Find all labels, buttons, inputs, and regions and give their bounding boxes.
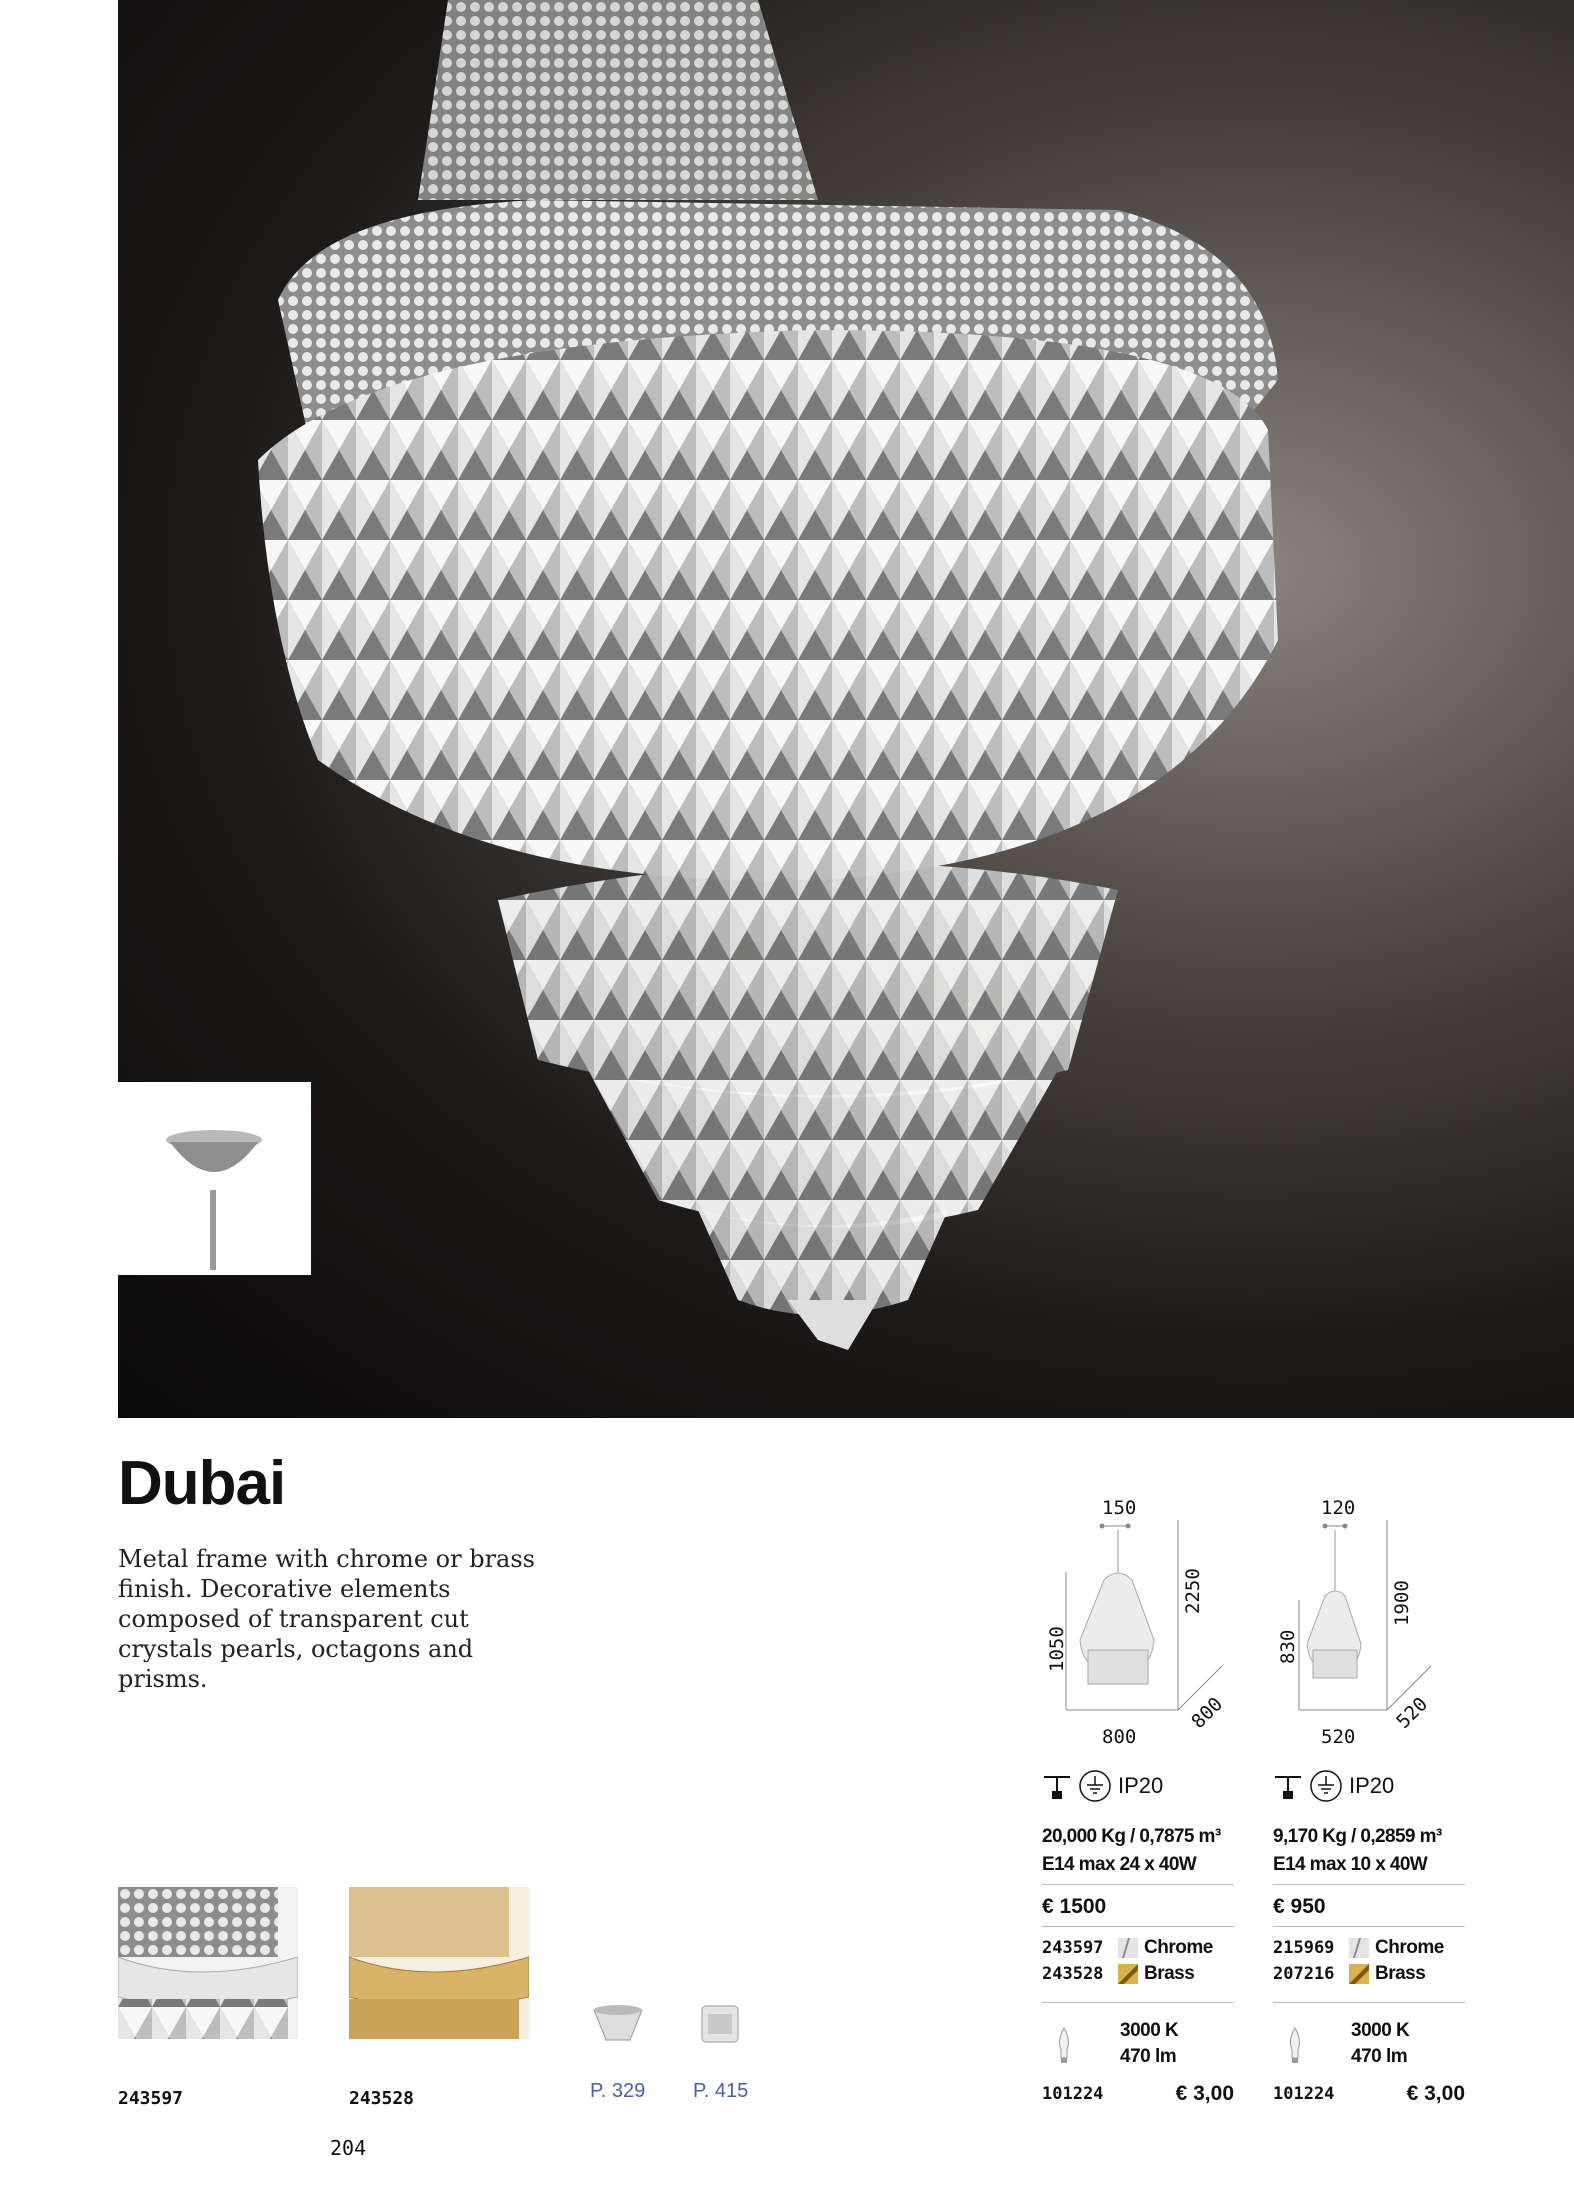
divider — [1273, 1884, 1465, 1885]
chandelier-illustration — [118, 0, 1574, 1418]
bulb-price: € 3,00 — [1175, 2082, 1234, 2105]
chrome-swatch-icon — [1118, 1938, 1138, 1958]
ip-rating-row — [1273, 1766, 1394, 1806]
product-description: Metal frame with chrome or brass finish. Decorative elements composed of transparent cut crystals pearls, octagons and prisms. — [118, 1545, 535, 1693]
dim-height-min: 1050 — [1046, 1626, 1068, 1672]
bulb-code: 101224 — [1042, 2084, 1104, 2104]
bulb-code: 101224 — [1273, 2084, 1335, 2104]
weight-volume: 9,170 Kg / 0,2859 m³ — [1273, 1826, 1442, 1847]
wall-fixture-icon — [690, 2000, 750, 2052]
variant-finish: Chrome — [1144, 1937, 1213, 1958]
dim-top: 150 — [1102, 1497, 1137, 1519]
dim-depth: 520 — [1392, 1693, 1433, 1733]
divider — [1042, 2002, 1234, 2003]
variant-finish: Brass — [1144, 1963, 1195, 1984]
lamp-spec: E14 max 10 x 40W — [1273, 1854, 1428, 1875]
thumbnail-brass — [349, 1887, 529, 2039]
weight-volume: 20,000 Kg / 0,7875 m³ — [1042, 1826, 1221, 1847]
brass-swatch-icon — [1349, 1964, 1369, 1984]
dim-width: 800 — [1102, 1726, 1137, 1748]
bulb-kelvin: 3000 K — [1351, 2020, 1410, 2041]
price: € 950 — [1273, 1895, 1326, 1918]
ceiling-fixture-icon — [588, 2000, 648, 2052]
thumbnail-chrome — [118, 1887, 298, 2039]
page-number: 204 — [330, 2136, 367, 2160]
bulb-kelvin: 3000 K — [1120, 2020, 1179, 2041]
dim-depth: 800 — [1187, 1693, 1228, 1733]
variant-code: 215969 — [1273, 1938, 1335, 1958]
ceiling-rose-inset — [118, 1082, 311, 1275]
dim-width: 520 — [1321, 1726, 1356, 1748]
bulb-icon — [1056, 2026, 1072, 2064]
dim-height-max: 2250 — [1182, 1568, 1204, 1614]
variant-code: 243528 — [1042, 1964, 1104, 1984]
variant-code: 207216 — [1273, 1964, 1335, 1984]
bulb-lumen: 470 lm — [1120, 2046, 1177, 2067]
bulb-lumen: 470 lm — [1351, 2046, 1408, 2067]
ip-rating: IP20 — [1349, 1773, 1395, 1798]
brass-swatch-icon — [1118, 1964, 1138, 1984]
product-title: Dubai — [118, 1449, 286, 1518]
dim-height-max: 1900 — [1391, 1580, 1413, 1626]
variant-finish: Brass — [1375, 1963, 1426, 1984]
price: € 1500 — [1042, 1895, 1107, 1918]
variant-row — [1273, 1936, 1444, 1960]
suspension-icon — [1273, 1771, 1303, 1801]
ground-icon — [1078, 1769, 1112, 1803]
thumbnail-code: 243528 — [349, 2088, 415, 2109]
divider — [1273, 1926, 1465, 1927]
hero-photo — [118, 0, 1574, 1418]
variant-code: 243597 — [1042, 1938, 1104, 1958]
bulb-icon — [1287, 2026, 1303, 2064]
ip-rating-row — [1042, 1766, 1163, 1806]
divider — [1042, 1884, 1234, 1885]
suspension-icon — [1042, 1771, 1072, 1801]
variant-row — [1042, 1962, 1194, 1986]
divider — [1042, 1926, 1234, 1927]
bulb-price: € 3,00 — [1406, 2082, 1465, 2105]
variant-finish: Chrome — [1375, 1937, 1444, 1958]
ip-rating: IP20 — [1118, 1773, 1164, 1798]
ground-icon — [1309, 1769, 1343, 1803]
divider — [1273, 2002, 1465, 2003]
dim-top: 120 — [1321, 1497, 1356, 1519]
page-ref-link[interactable]: P. 329 — [590, 2080, 646, 2102]
variant-row — [1273, 1962, 1425, 1986]
lamp-spec: E14 max 24 x 40W — [1042, 1854, 1197, 1875]
page-ref-link[interactable]: P. 415 — [693, 2080, 749, 2102]
variant-row — [1042, 1936, 1213, 1960]
thumbnail-code: 243597 — [118, 2088, 184, 2109]
fixture-diagram — [1273, 1520, 1465, 1740]
chrome-swatch-icon — [1349, 1938, 1369, 1958]
dim-height-min: 830 — [1277, 1629, 1299, 1664]
